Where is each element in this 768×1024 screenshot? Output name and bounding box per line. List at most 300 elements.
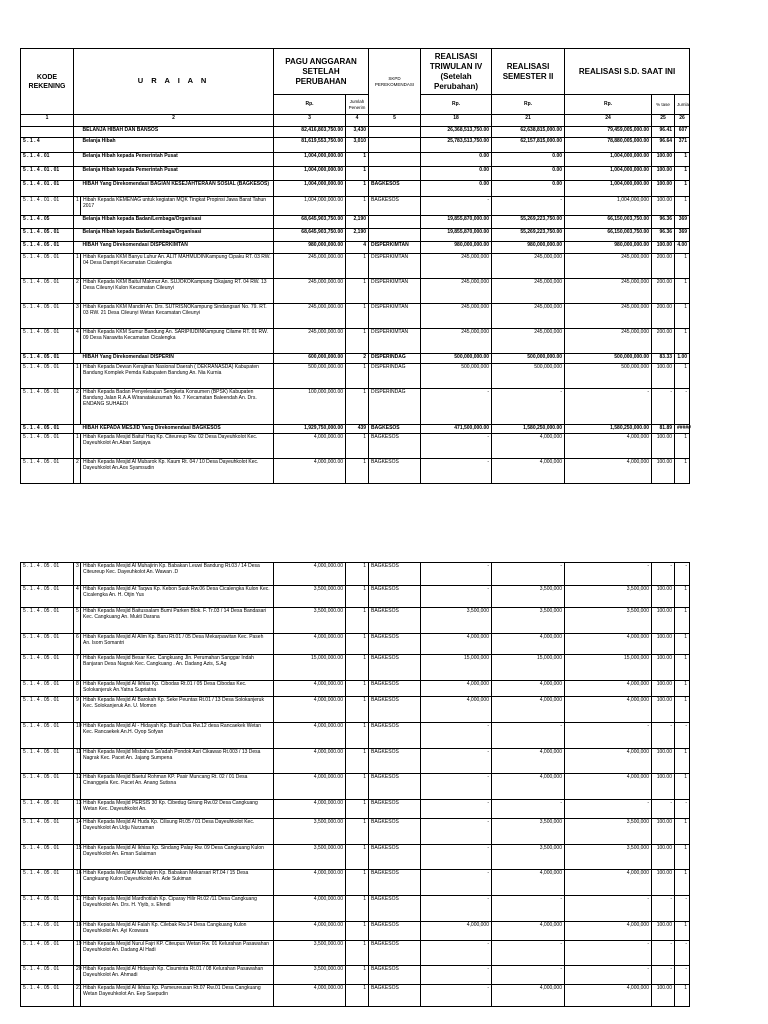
cell-realisasi-sd: - [565,966,652,985]
cell-jumlah-penerima: 1 [346,681,369,697]
cell-persen: - [652,389,675,425]
cell-pagu: 1,004,000,000.00 [274,153,346,167]
cell-pagu: 3,500,000.00 [274,941,346,966]
cell-skpd: BAGKESOS [369,774,421,800]
cell-realisasi-semester: 500,000,000 [492,364,565,389]
cell-kode-rekening: 5 . 1 . 4 . 01 . 01 [21,167,74,181]
cell-realisasi-sd: 79,459,005,000.00 [565,127,652,138]
cell-no [74,167,81,181]
cell-jumlah-penerima: 1 [346,966,369,985]
table-row [21,434,690,459]
cell-persen: 100.00 [652,153,675,167]
cell-kode-rekening: 5 . 1 . 4 . 05 . 01 [21,364,74,389]
cell-realisasi-triwulan: 19,855,870,000.00 [421,229,492,242]
cell-no: 14 [74,819,81,845]
cell-realisasi-semester: 4,000,000 [492,985,565,1007]
cell-no: 9 [74,697,81,723]
cell-realisasi-triwulan: 4,000,000 [421,681,492,697]
cell-jumlah: 371 [675,138,690,153]
cell-pagu: 980,000,000.00 [274,242,346,254]
cell-realisasi-sd: 4,000,000 [565,681,652,697]
cell-skpd: BAGKESOS [369,634,421,655]
cell-persen: 100.00 [652,870,675,896]
cell-no [74,242,81,254]
cell-no [74,138,81,153]
table-row [21,966,690,985]
cell-realisasi-triwulan: 26,368,513,750.00 [421,127,492,138]
cell-kode-rekening: 5 . 1 . 4 . 05 . 01 [21,425,74,434]
cell-uraian: Hibah Kepada Mesjid PERSIS 30 Kp. Cibedug Girang Rw.02 Desa Cangkuang Wetan Kec. Dayeuhkolot An. [81,800,274,819]
cell-realisasi-triwulan: - [421,586,492,608]
cell-realisasi-semester: 3,500,000 [492,819,565,845]
cell-uraian: HIBAH KEPADA MESJID Yang Direkomendasi BAGKESOS [81,425,274,434]
cell-jumlah: 1 [675,434,690,459]
cell-persen: 96.41 [652,127,675,138]
table-row [21,181,690,197]
table-row [21,127,690,138]
cell-pagu: 245,000,000.00 [274,254,346,279]
cell-uraian: Hibah Kepada Mesjid Al Ikhlas Kp. Sindang Palay Rw. 09 Desa Cangkuang Kulon Dayeuhkolot An. Eman Sulaiman [81,845,274,870]
header-jumlah: Jumla [675,95,690,115]
cell-no: 16 [74,870,81,896]
cell-no: 19 [74,941,81,966]
cell-no [74,127,81,138]
table-row [21,697,690,723]
cell-jumlah: 1 [675,586,690,608]
cell-kode-rekening: 5 . 1 . 4 . 05 . 01 [21,774,74,800]
cell-realisasi-semester: 4,000,000 [492,434,565,459]
cell-realisasi-triwulan: - [421,985,492,1007]
cell-realisasi-sd: 4,000,000 [565,985,652,1007]
cell-skpd: BAGKESOS [369,181,421,197]
cell-realisasi-sd: 245,000,000 [565,279,652,304]
cell-realisasi-triwulan: 19,855,870,000.00 [421,216,492,229]
cell-uraian: Hibah Kepada Mesjid Besar Kec. Cangkuang Jln. Perumahan Sanggar Indah Banjaran Desa Nagrak Kec. Cangkuang . An. Dadang Azis, S.Ag [81,655,274,681]
cell-kode-rekening: 5 . 1 . 4 [21,138,74,153]
cell-pagu: 245,000,000.00 [274,279,346,304]
cell-pagu: 4,000,000.00 [274,870,346,896]
cell-skpd [369,127,421,138]
cell-jumlah-penerima: 1 [346,819,369,845]
cell-jumlah: 1 [675,181,690,197]
cell-persen: 100.00 [652,749,675,774]
cell-uraian: HIBAH Yang Direkomendasi BAGIAN KESEJAHTERAAN SOSIAL (BAGKESOS) [81,181,274,197]
cell-realisasi-sd: 1,004,000,000.00 [565,153,652,167]
cell-persen: - [652,723,675,749]
cell-skpd: DISPERKIMTAN [369,254,421,279]
cell-persen: 100.00 [652,819,675,845]
cell-kode-rekening: 5 . 1 . 4 . 05 . 01 [21,563,74,586]
cell-persen: - [652,966,675,985]
cell-realisasi-sd: 4,000,000 [565,697,652,723]
cell-skpd: BAGKESOS [369,870,421,896]
cell-realisasi-sd: 78,880,005,000.00 [565,138,652,153]
cell-realisasi-sd: 4,000,000 [565,634,652,655]
cell-jumlah-penerima: 1 [346,774,369,800]
cell-persen: 200.00 [652,279,675,304]
cell-uraian: HIBAH Yang Direkomendasi DISPERKIMTAN [81,242,274,254]
cell-realisasi-triwulan: 500,000,000.00 [421,354,492,364]
cell-kode-rekening: 5 . 1 . 4 . 05 . 01 [21,922,74,941]
cell-kode-rekening: 5 . 1 . 4 . 05 . 01 [21,655,74,681]
table-row [21,941,690,966]
cell-skpd: BAGKESOS [369,563,421,586]
cell-persen: 96.36 [652,216,675,229]
cell-kode-rekening: 5 . 1 . 4 . 05 . 01 [21,870,74,896]
table-row [21,723,690,749]
cell-realisasi-triwulan: - [421,941,492,966]
cell-persen: 96.36 [652,229,675,242]
cell-realisasi-semester: 4,000,000 [492,697,565,723]
header-rp: Rp. [421,95,492,115]
cell-realisasi-sd: 3,500,000 [565,608,652,634]
cell-kode-rekening: 5 . 1 . 4 . 05 . 01 [21,800,74,819]
cell-kode-rekening: 5 . 1 . 4 . 05 . 01 [21,329,74,354]
cell-uraian: Hibah Kepada Mesjid Misbahus Sa'adah Pondok Asri Cikawao Rt.003 / 13 Desa Nagrak Kec. Pacet An. Jajang Sumpena [81,749,274,774]
cell-uraian: Hibah Kepada Mesjid Mardhotilah Kp. Ciparay Hilir Rt.02 /11 Desa Cangkuang Dayeuhkolot An. Drs. H. Yiyib, s. Efendi [81,896,274,922]
cell-realisasi-semester: - [492,966,565,985]
cell-persen: 100.00 [652,608,675,634]
cell-kode-rekening: 5 . 1 . 4 . 01 [21,153,74,167]
cell-skpd: BAGKESOS [369,896,421,922]
header-realisasi-sd: REALISASI S.D. SAAT INI [565,49,690,95]
cell-jumlah: - [675,966,690,985]
cell-realisasi-semester: 0.00 [492,181,565,197]
table-row [21,167,690,181]
header-skpd: SKPD PEREKOMENDASI [369,49,421,115]
cell-jumlah: - [675,941,690,966]
cell-uraian: Belanja Hibah kepada Pemerintah Pusat [81,167,274,181]
cell-kode-rekening: 5 . 1 . 4 . 05 [21,216,74,229]
cell-realisasi-triwulan: - [421,800,492,819]
cell-no: 4 [74,586,81,608]
cell-skpd: BAGKESOS [369,922,421,941]
table-row [21,254,690,279]
table-row [21,870,690,896]
cell-realisasi-sd: - [565,941,652,966]
cell-realisasi-sd: - [565,723,652,749]
cell-pagu: 4,000,000.00 [274,681,346,697]
cell-realisasi-semester: 4,000,000 [492,681,565,697]
cell-kode-rekening: 5 . 1 . 4 . 05 . 01 [21,608,74,634]
table-row [21,425,690,434]
cell-no [74,425,81,434]
cell-jumlah: 1 [675,749,690,774]
table-row [21,279,690,304]
table-row [21,985,690,1007]
cell-realisasi-semester: - [492,896,565,922]
cell-kode-rekening: 5 . 1 . 4 . 05 . 01 [21,941,74,966]
cell-jumlah: 1 [675,634,690,655]
col-number: 2 [74,115,274,127]
cell-skpd: BAGKESOS [369,434,421,459]
cell-uraian: Hibah Kepada KKM Sumur Bandung An. SARIPIUDINKampung Cilame RT. 01 RW. 09 Desa Narawita Kecamatan Cicalengka [81,329,274,354]
cell-persen: 81.89 [652,425,675,434]
cell-jumlah: 1 [675,608,690,634]
cell-jumlah-penerima: 1 [346,279,369,304]
cell-pagu: 4,000,000.00 [274,800,346,819]
cell-uraian: Hibah Kepada KKM Baitul Makmur An. SUJOKOKampung Cikajang RT. 04 RW. 13 Desa Cileunyi Kulon Kecamatan Cileunyi [81,279,274,304]
cell-kode-rekening: 5 . 1 . 4 . 05 . 01 [21,229,74,242]
cell-jumlah: 1 [675,985,690,1007]
cell-realisasi-triwulan: - [421,434,492,459]
cell-persen: 100.00 [652,845,675,870]
cell-skpd: BAGKESOS [369,197,421,216]
cell-realisasi-triwulan: - [421,966,492,985]
cell-jumlah-penerima: 2,190 [346,216,369,229]
cell-jumlah-penerima: 1 [346,329,369,354]
cell-uraian: Hibah Kepada Mesjid Al Ikhlas Kp. Cibodas Rt.01 / 05 Desa Cibodas Kec. Solokanjeruk An.Yatna Supriatna [81,681,274,697]
cell-uraian: Hibah Kepada Mesjid Al Muhajirin Kp. Babakan Leuwi Bandung Rt.03 / 14 Desa Citeureup Kec. Dayeuhkolot An. Wawan .D [81,563,274,586]
cell-uraian: BELANJA HIBAH DAN BANSOS [81,127,274,138]
cell-uraian: Belanja Hibah kepada Badan/Lembaga/Organisasi [81,229,274,242]
cell-no: 8 [74,681,81,697]
table-row [21,197,690,216]
cell-pagu: 600,000,000.00 [274,354,346,364]
cell-uraian: Hibah Kepada Mesjid Al Muhajirin Kp. Babakan Mekarsari RT.04 / 15 Desa Cangkuang Kulon Dayeuhkolot An. Ade Sukiman [81,870,274,896]
cell-realisasi-triwulan: 245,000,000 [421,304,492,329]
cell-kode-rekening: 5 . 1 . 4 . 05 . 01 [21,985,74,1007]
cell-uraian: Hibah Kepada Mesjid Al Mubarok Kp. Kaum Rt. 04 / 10 Desa Dayeuhkolot Kec. Dayeuhkolot An.Aos Syamsudin [81,459,274,484]
cell-jumlah: 1 [675,364,690,389]
cell-uraian: Hibah Kepada Mesjid Al Falah Kp. Cilebak Rw.14 Desa Cangkuang Kulon Dayeuhkolot An. Ayi Koswara [81,922,274,941]
cell-skpd: DISPERKIMTAN [369,242,421,254]
cell-no: 18 [74,922,81,941]
cell-realisasi-sd: - [565,800,652,819]
cell-pagu: 4,000,000.00 [274,922,346,941]
cell-skpd: DISPERINDAG [369,354,421,364]
cell-persen: 100.00 [652,697,675,723]
cell-uraian: Hibah Kepada Mesjid Nurul Fajri KP. Citeupus Wetan Rw. 01 Kelurahan Pasawahan Dayeuhkolot An. Dadang Al Hadi [81,941,274,966]
col-number: 26 [675,115,690,127]
cell-skpd [369,153,421,167]
cell-pagu: 1,004,000,000.00 [274,167,346,181]
cell-realisasi-semester: 4,000,000 [492,922,565,941]
cell-realisasi-semester: - [492,941,565,966]
cell-jumlah: 1 [675,153,690,167]
cell-pagu: 15,000,000.00 [274,655,346,681]
cell-skpd [369,216,421,229]
table-row [21,138,690,153]
cell-no: 1 [74,364,81,389]
cell-uraian: Belanja Hibah kepada Pemerintah Pusat [81,153,274,167]
cell-realisasi-triwulan: 25,783,513,750.00 [421,138,492,153]
cell-realisasi-semester: 245,000,000 [492,329,565,354]
cell-skpd: BAGKESOS [369,941,421,966]
cell-jumlah-penerima: 1 [346,153,369,167]
cell-jumlah: 1 [675,870,690,896]
cell-realisasi-triwulan: 245,000,000 [421,254,492,279]
cell-uraian: Hibah Kepada Mesjid Al Hidayah Kp. Cisuminta Rt.01 / 08 Kelurahan Pasawahan Dayeuhkolot An. Ahmadi [81,966,274,985]
cell-jumlah: 369 [675,229,690,242]
table-row [21,608,690,634]
header-realisasi-triwulan: REALISASI TRIWULAN IV (Setelah Perubahan) [421,49,492,95]
cell-persen: 100.00 [652,197,675,216]
cell-pagu: 81,619,553,750.00 [274,138,346,153]
cell-realisasi-sd: 4,000,000 [565,870,652,896]
header-realisasi-semester: REALISASI SEMESTER II [492,49,565,95]
cell-realisasi-sd: 500,000,000 [565,364,652,389]
cell-realisasi-triwulan: 4,000,000 [421,634,492,655]
table-row [21,364,690,389]
cell-uraian: Hibah Kepada KKM Mandiri An. Drs. SUTRISNOKampung Sindangsari No. 79. RT. 03 RW. 21 Desa Cileunyi Wetan Kecamatan Cileunyi [81,304,274,329]
cell-jumlah-penerima: 1 [346,459,369,484]
cell-kode-rekening: 5 . 1 . 4 . 05 . 01 [21,389,74,425]
col-number: 25 [652,115,675,127]
col-number: 1 [21,115,74,127]
cell-pagu: 4,000,000.00 [274,749,346,774]
table-row [21,459,690,484]
cell-realisasi-sd: 66,150,003,750.00 [565,229,652,242]
cell-jumlah-penerima: 1 [346,985,369,1007]
cell-kode-rekening: 5 . 1 . 4 . 05 . 01 [21,845,74,870]
cell-uraian: Hibah Kepada KEMENAG untuk kegiatan MQK Tingkat Propinsi Jawa Barat Tahun 2017 [81,197,274,216]
cell-uraian: Hibah Kepada Mesjid Baitussalam Bumi Parken Blok. F. Tr.03 / 14 Desa Bandasari Kec. Cangkuang An. Mukti Darana [81,608,274,634]
cell-jumlah-penerima: 439 [346,425,369,434]
cell-pagu: 1,004,000,000.00 [274,197,346,216]
cell-jumlah-penerima: 2,190 [346,229,369,242]
table-row [21,216,690,229]
cell-realisasi-triwulan: - [421,749,492,774]
cell-jumlah: 1 [675,254,690,279]
cell-uraian: Hibah Kepada Mesjid Al Ikhlas Kp. Pameureusan Rt.07 Rw.01 Desa Cangkuang Wetan Dayeuhkolot An. Eep Saepudin [81,985,274,1007]
cell-realisasi-sd: 4,000,000 [565,459,652,484]
cell-kode-rekening: 5 . 1 . 4 . 05 . 01 [21,819,74,845]
cell-jumlah: - [675,896,690,922]
cell-realisasi-triwulan: 4,000,000 [421,922,492,941]
cell-kode-rekening: 5 . 1 . 4 . 05 . 01 [21,279,74,304]
cell-skpd: BAGKESOS [369,845,421,870]
cell-kode-rekening: 5 . 1 . 4 . 05 . 01 [21,304,74,329]
table-row [21,389,690,425]
cell-no: 21 [74,985,81,1007]
cell-pagu: 100,000,000.00 [274,389,346,425]
cell-realisasi-semester: 4,000,000 [492,459,565,484]
cell-realisasi-triwulan: 980,000,000.00 [421,242,492,254]
cell-no: 1 [74,197,81,216]
cell-jumlah: 1 [675,197,690,216]
cell-no: 10 [74,723,81,749]
cell-persen: 100.00 [652,181,675,197]
cell-jumlah: - [675,563,690,586]
cell-realisasi-triwulan: - [421,723,492,749]
cell-jumlah-penerima: 1 [346,749,369,774]
cell-jumlah: 1.00 [675,354,690,364]
cell-realisasi-semester: 980,000,000.00 [492,242,565,254]
cell-realisasi-sd: 245,000,000 [565,329,652,354]
cell-jumlah-penerima: 1 [346,922,369,941]
cell-no: 17 [74,896,81,922]
cell-no [74,216,81,229]
col-number: 5 [369,115,421,127]
cell-uraian: HIBAH Yang Direkomendasi DISPERIN [81,354,274,364]
table-row [21,329,690,354]
cell-pagu: 68,645,903,750.00 [274,216,346,229]
budget-table-page-1 [20,48,690,484]
cell-realisasi-semester: 4,000,000 [492,634,565,655]
cell-persen: 100.00 [652,774,675,800]
cell-persen: - [652,563,675,586]
cell-pagu: 82,416,803,750.00 [274,127,346,138]
cell-jumlah: - [675,389,690,425]
cell-realisasi-semester: 3,500,000 [492,845,565,870]
table-row [21,634,690,655]
cell-kode-rekening: 5 . 1 . 4 . 05 . 01 [21,254,74,279]
cell-jumlah: - [675,723,690,749]
table-row [21,354,690,364]
header-rp: Rp. [565,95,652,115]
cell-persen: 83.33 [652,354,675,364]
cell-jumlah-penerima: 1 [346,870,369,896]
cell-kode-rekening [21,127,74,138]
cell-realisasi-semester: 4,000,000 [492,870,565,896]
cell-realisasi-sd: 980,000,000.00 [565,242,652,254]
cell-skpd: BAGKESOS [369,425,421,434]
cell-realisasi-semester: - [492,389,565,425]
cell-realisasi-semester: 3,500,000 [492,586,565,608]
cell-skpd: BAGKESOS [369,819,421,845]
cell-realisasi-semester: 500,000,000.00 [492,354,565,364]
cell-skpd: BAGKESOS [369,697,421,723]
cell-realisasi-triwulan: - [421,459,492,484]
table-row [21,896,690,922]
cell-jumlah: 4.00 [675,242,690,254]
cell-jumlah: 1 [675,304,690,329]
cell-pagu: 1,929,750,000.00 [274,425,346,434]
cell-realisasi-sd: 1,580,250,000.00 [565,425,652,434]
cell-jumlah: 369 [675,216,690,229]
cell-jumlah-penerima: 1 [346,608,369,634]
cell-pagu: 3,500,000.00 [274,966,346,985]
cell-no [74,229,81,242]
cell-realisasi-triwulan: 4,000,000 [421,697,492,723]
cell-uraian: Hibah Kepada Mesjid Baitul Haq Kp. Citeureup Rw. 02 Desa Dayeuhkolot Kec. Dayeuhkolot An.Aban Sanjaya [81,434,274,459]
cell-no: 3 [74,304,81,329]
cell-skpd [369,229,421,242]
cell-jumlah-penerima: 1 [346,586,369,608]
cell-persen: 200.00 [652,304,675,329]
cell-pagu: 4,000,000.00 [274,634,346,655]
cell-realisasi-sd: 15,000,000 [565,655,652,681]
cell-realisasi-semester: - [492,197,565,216]
cell-skpd: BAGKESOS [369,681,421,697]
cell-skpd: DISPERINDAG [369,364,421,389]
cell-kode-rekening: 5 . 1 . 4 . 05 . 01 [21,634,74,655]
table-row [21,304,690,329]
cell-realisasi-triwulan: - [421,774,492,800]
cell-realisasi-triwulan: - [421,870,492,896]
cell-skpd: BAGKESOS [369,723,421,749]
cell-no: 5 [74,608,81,634]
table-row [21,153,690,167]
cell-realisasi-semester: 4,000,000 [492,774,565,800]
cell-kode-rekening: 5 . 1 . 4 . 05 . 01 [21,896,74,922]
table-row [21,749,690,774]
cell-realisasi-triwulan: 0.00 [421,153,492,167]
cell-kode-rekening: 5 . 1 . 4 . 01 . 01 [21,197,74,216]
table-row [21,774,690,800]
cell-jumlah-penerima: 1 [346,800,369,819]
cell-realisasi-sd: 245,000,000 [565,304,652,329]
cell-no: 13 [74,800,81,819]
cell-jumlah-penerima: 1 [346,941,369,966]
cell-pagu: 245,000,000.00 [274,329,346,354]
cell-no: 6 [74,634,81,655]
cell-realisasi-triwulan: 0.00 [421,181,492,197]
cell-jumlah: - [675,800,690,819]
cell-realisasi-semester: 55,269,223,750.00 [492,216,565,229]
cell-realisasi-triwulan: - [421,896,492,922]
